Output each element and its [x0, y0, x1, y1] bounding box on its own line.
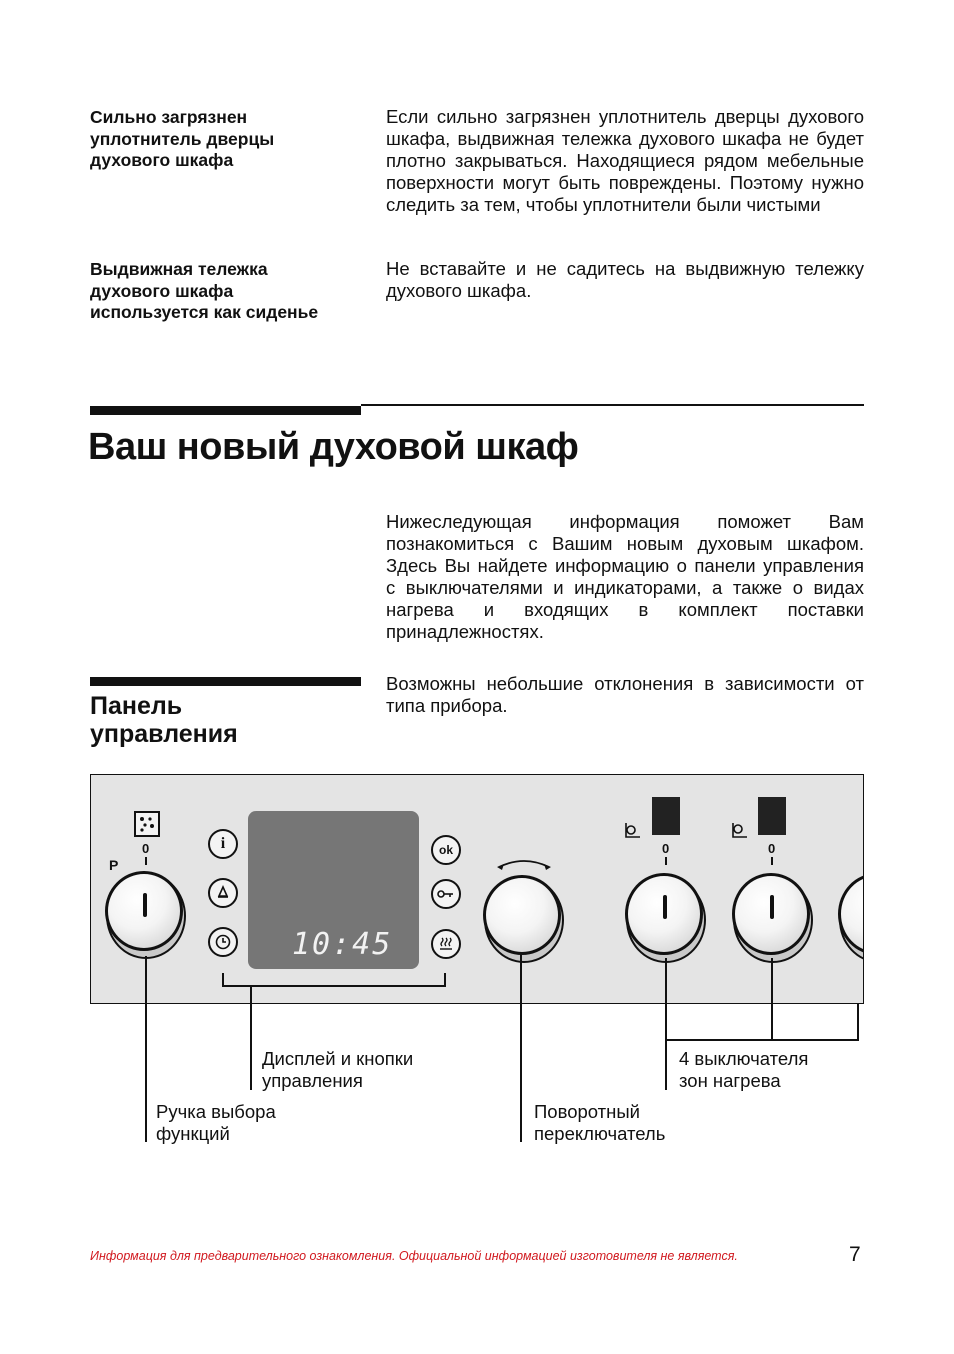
rotary-selector-knob[interactable] [483, 875, 561, 955]
function-knob-indicator [143, 893, 147, 917]
ok-button[interactable]: ok [431, 835, 461, 865]
info-button[interactable]: i [208, 829, 238, 859]
hob2-zero-tick [771, 857, 773, 865]
clock-icon [214, 933, 232, 951]
hob2-zero-label: 0 [768, 841, 776, 856]
callout-line-rotary [520, 954, 522, 1142]
subheading-rule [90, 677, 361, 686]
hob2-knob-indicator [770, 895, 774, 919]
heating-mode-button[interactable] [431, 929, 461, 959]
callout-hob-switches: 4 выключателя зон нагрева [679, 1048, 809, 1091]
hob1-knob-indicator [663, 895, 667, 919]
hob1-zero-tick [665, 857, 667, 865]
callout-line-hob-join [665, 1039, 859, 1041]
hob1-zero-label: 0 [662, 841, 670, 856]
callout-line-hob-3 [857, 1004, 859, 1040]
callout-function-knob: Ручка выбора функций [156, 1101, 276, 1144]
key-icon [437, 889, 455, 899]
page-heading: Ваш новый духовой шкаф [88, 426, 579, 468]
hob-zone-icon-2 [731, 813, 757, 839]
heading-rule-thick [90, 406, 361, 415]
bracket-left [222, 973, 224, 985]
callout-line-hob-main [665, 958, 667, 1090]
function-symbol-icon [134, 811, 160, 837]
hob-zone-icon-1 [624, 813, 650, 839]
oven-display [248, 811, 419, 969]
bracket-right [444, 973, 446, 985]
heat-waves-icon [438, 936, 454, 952]
callout-display: Дисплей и кнопки управления [262, 1048, 414, 1091]
hob-zone-knob-3[interactable] [838, 873, 864, 955]
label-trolley-seat: Выдвижная тележка духового шкафа используется как сиденье [90, 259, 319, 322]
label-dirty-seal: Сильно загрязнен уплотнитель дверцы духового шкафа [90, 107, 275, 170]
function-zero-label: 0 [142, 841, 150, 856]
heading-rule-thin [361, 404, 864, 406]
text-dirty-seal: Если сильно загрязнен уплотнитель дверцы духового шкафа, выдвижная тележка духового шкафа не будет плотно закрываться. Находящиеся рядом мебельные поверхности могут быть повреждены. Поэтому нужно следить за тем, чтобы уплотнители были чистыми [386, 106, 864, 215]
rotate-arrow-icon [495, 855, 553, 873]
control-panel-illustration [90, 774, 864, 1004]
display-time: 10:45 [292, 927, 393, 962]
callout-rotary-switch: Поворотный переключатель [534, 1101, 666, 1144]
hob-zone-marker-2 [758, 797, 786, 835]
callout-line-function [145, 956, 147, 1142]
intro-text: Нижеследующая информация поможет Вам познакомиться с Вашим новым духовым шкафом. Здесь Вы найдете информацию о панели управления с выключателями и индикаторами, а также о видах нагрева и входящих в комплект поставки принадлежностях. [386, 511, 864, 642]
text-trolley-seat: Не вставайте и не садитесь на выдвижную тележку духового шкафа. [386, 258, 864, 301]
function-zero-tick [145, 857, 147, 865]
callout-line-hob-2 [771, 958, 773, 1040]
callout-line-display [250, 986, 252, 1090]
bracket-bottom [222, 985, 446, 987]
bell-icon [215, 885, 231, 901]
alarm-button[interactable] [208, 878, 238, 908]
clock-button[interactable] [208, 927, 238, 957]
panel-note: Возможны небольшие отклонения в зависимости от типа прибора. [386, 673, 864, 716]
footer-disclaimer: Информация для предварительного ознакомления. Официальной информацией изготовителя не является. [90, 1249, 738, 1263]
page-number: 7 [849, 1243, 861, 1266]
subheading-control-panel: Панель управления [90, 692, 238, 748]
function-p-label: P [109, 857, 119, 873]
hob-zone-marker-1 [652, 797, 680, 835]
lock-button[interactable] [431, 879, 461, 909]
